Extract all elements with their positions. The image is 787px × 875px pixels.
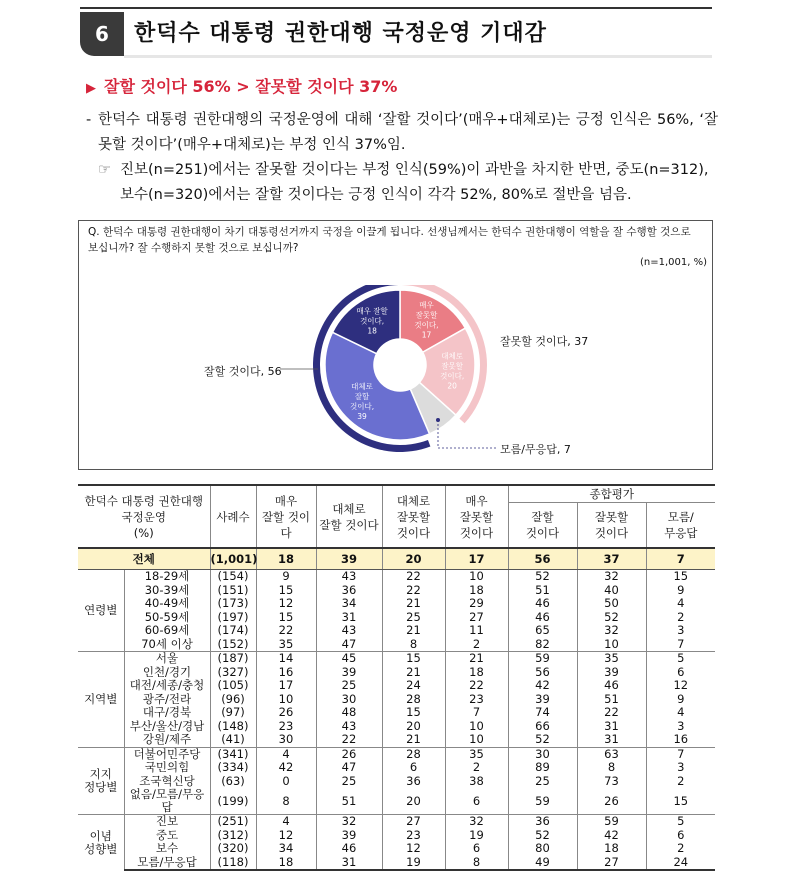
row-n: (199) <box>210 788 256 815</box>
cell-value: 66 <box>508 720 577 734</box>
cell-value: 73 <box>577 775 646 789</box>
group-label <box>78 570 124 652</box>
row-n: (152) <box>210 638 256 652</box>
table-row <box>78 638 715 652</box>
cell-value: 8 <box>577 761 646 775</box>
row-label: 대구/경북 <box>124 706 210 720</box>
group-label-line: 정당별 <box>84 779 118 794</box>
row-label: 전체 <box>78 548 210 570</box>
corner-header: 한덕수 대통령 권한대행 국정운영 (%) <box>78 485 210 548</box>
cell-value: 7 <box>445 706 508 720</box>
cell-value: 39 <box>316 666 382 680</box>
cell-value: 11 <box>445 624 508 638</box>
cell-value: 21 <box>445 652 508 666</box>
group-label-line: 성향별 <box>84 841 118 856</box>
label-bad-total: 잘못할 것이다, 37 <box>500 335 589 348</box>
cell-value: 18 <box>256 548 316 570</box>
table-row <box>78 597 715 611</box>
cell-value: 32 <box>316 815 382 829</box>
cell-value: 2 <box>445 761 508 775</box>
table-row <box>78 733 715 747</box>
group-label-line: 이념 <box>89 828 112 843</box>
cell-value: 9 <box>256 570 316 584</box>
cell-value: 22 <box>316 733 382 747</box>
cell-value: 22 <box>577 706 646 720</box>
cell-value: 15 <box>382 706 445 720</box>
cell-value: 31 <box>577 720 646 734</box>
label-dk: 모름/무응답, 7 <box>500 443 571 456</box>
cell-value: 5 <box>646 652 715 666</box>
cell-value: 26 <box>256 706 316 720</box>
cell-value: 43 <box>316 720 382 734</box>
cell-value: 10 <box>256 693 316 707</box>
table-row <box>78 775 715 789</box>
cell-value: 46 <box>508 611 577 625</box>
slice-label-very-bad: 매우 잘못할 것이다, 17 <box>414 300 439 340</box>
cell-value: 52 <box>508 733 577 747</box>
row-n: (148) <box>210 720 256 734</box>
cell-value: 7 <box>646 548 715 570</box>
summary-bullet-text: 한덕수 대통령 권한대행의 국정운영에 대해 ‘잘할 것이다’(매우+대체로)는 긍정 인식은 56%, ‘잘못할 것이다’(매우+대체로)는 부정 인식 37%임. <box>98 112 718 153</box>
header-rule <box>80 7 712 9</box>
cell-value: 9 <box>646 584 715 598</box>
cell-value: 21 <box>382 624 445 638</box>
row-label: 인천/경기 <box>124 666 210 680</box>
row-n: (174) <box>210 624 256 638</box>
cell-value: 3 <box>646 624 715 638</box>
col-fair-bad-header: 대체로 잘못할 것이다 <box>382 485 445 548</box>
cell-value: 23 <box>256 720 316 734</box>
cell-value: 16 <box>646 733 715 747</box>
cell-value: 14 <box>256 652 316 666</box>
cell-value: 24 <box>382 679 445 693</box>
n-header: 사례수 <box>210 485 256 548</box>
dash-marker: - <box>86 112 92 128</box>
cell-value: 15 <box>382 652 445 666</box>
row-label: 진보 <box>124 815 210 829</box>
cell-value: 52 <box>508 829 577 843</box>
cell-value: 63 <box>577 747 646 761</box>
cell-value: 20 <box>382 788 445 815</box>
cell-value: 16 <box>256 666 316 680</box>
table-row <box>78 679 715 693</box>
cell-value: 32 <box>577 624 646 638</box>
cell-value: 31 <box>316 611 382 625</box>
table-row <box>78 652 715 666</box>
cell-value: 19 <box>382 856 445 871</box>
row-n: (97) <box>210 706 256 720</box>
cell-value: 59 <box>577 815 646 829</box>
cell-value: 15 <box>646 570 715 584</box>
row-label: 대전/세종/충청 <box>124 679 210 693</box>
table-row <box>78 747 715 761</box>
cell-value: 39 <box>316 829 382 843</box>
key-finding <box>86 74 397 97</box>
sample-note: (n=1,001, %) <box>640 257 708 268</box>
cell-value: 4 <box>256 815 316 829</box>
cell-value: 6 <box>445 842 508 856</box>
row-label: 60-69세 <box>124 624 210 638</box>
cell-value: 42 <box>577 829 646 843</box>
cell-value: 56 <box>508 548 577 570</box>
cell-value: 3 <box>646 761 715 775</box>
cell-value: 38 <box>445 775 508 789</box>
cell-value: 24 <box>646 856 715 871</box>
row-label: 모름/무응답 <box>124 856 210 871</box>
cell-value: 30 <box>508 747 577 761</box>
table-row <box>78 584 715 598</box>
cell-value: 37 <box>577 548 646 570</box>
cell-value: 12 <box>382 842 445 856</box>
cell-value: 22 <box>256 624 316 638</box>
cell-value: 18 <box>256 856 316 871</box>
cell-value: 28 <box>382 747 445 761</box>
cell-value: 12 <box>256 829 316 843</box>
cell-value: 42 <box>508 679 577 693</box>
cell-value: 4 <box>256 747 316 761</box>
cell-value: 36 <box>508 815 577 829</box>
pointing-hand-icon: ☞ <box>98 162 111 178</box>
total-row <box>78 548 715 570</box>
cell-value: 56 <box>508 666 577 680</box>
group-label-line: 지역별 <box>84 691 118 706</box>
cell-value: 10 <box>577 638 646 652</box>
cell-value: 2 <box>445 638 508 652</box>
group-label <box>78 747 124 815</box>
crosstab-table <box>78 484 715 871</box>
cell-value: 2 <box>646 775 715 789</box>
detail-bullet <box>98 158 718 208</box>
row-n: (118) <box>210 856 256 871</box>
cell-value: 2 <box>646 842 715 856</box>
cell-value: 34 <box>256 842 316 856</box>
cell-value: 8 <box>382 638 445 652</box>
cell-value: 52 <box>508 570 577 584</box>
cell-value: 46 <box>577 679 646 693</box>
cell-value: 35 <box>256 638 316 652</box>
survey-question: Q. 한덕수 대통령 권한대행이 차기 대통령선거까지 국정을 이끌게 됩니다. 선생님께서는 한덕수 권한대행이 역할을 잘 수행할 것으로 보십니까? 잘 수행하지 못할 것으로 보십니까? <box>88 226 691 254</box>
cell-value: 59 <box>508 652 577 666</box>
cell-value: 6 <box>646 829 715 843</box>
cell-value: 6 <box>382 761 445 775</box>
row-label: 서울 <box>124 652 210 666</box>
row-label: 없음/모름/무응답 <box>124 788 210 815</box>
cell-value: 17 <box>256 679 316 693</box>
cell-value: 47 <box>316 638 382 652</box>
cell-value: 25 <box>316 775 382 789</box>
table-row <box>78 815 715 829</box>
table-row <box>78 829 715 843</box>
group-label-line: 연령별 <box>84 603 118 617</box>
cell-value: 8 <box>256 788 316 815</box>
table-row <box>78 788 715 815</box>
row-n: (197) <box>210 611 256 625</box>
cell-value: 51 <box>577 693 646 707</box>
cell-value: 51 <box>508 584 577 598</box>
sum-bad-header: 잘못할 것이다 <box>577 503 646 549</box>
cell-value: 25 <box>508 775 577 789</box>
cell-value: 15 <box>256 584 316 598</box>
cell-value: 4 <box>646 706 715 720</box>
triangle-right-icon: ▶ <box>86 81 96 96</box>
cell-value: 18 <box>577 842 646 856</box>
row-n: (187) <box>210 652 256 666</box>
cell-value: 49 <box>508 856 577 871</box>
cell-value: 25 <box>382 611 445 625</box>
row-n: (1,001) <box>210 548 256 570</box>
row-label: 더불어민주당 <box>124 747 210 761</box>
cell-value: 34 <box>316 597 382 611</box>
cell-value: 6 <box>646 666 715 680</box>
row-label: 30-39세 <box>124 584 210 598</box>
summary-header: 종합평가 <box>508 485 715 503</box>
cell-value: 7 <box>646 747 715 761</box>
row-n: (105) <box>210 679 256 693</box>
label-good-total: 잘할 것이다, 56 <box>204 365 282 378</box>
cell-value: 39 <box>577 666 646 680</box>
cell-value: 46 <box>508 597 577 611</box>
sum-good-header: 잘할 것이다 <box>508 503 577 549</box>
row-n: (154) <box>210 570 256 584</box>
cell-value: 21 <box>382 733 445 747</box>
cell-value: 9 <box>646 693 715 707</box>
table-row <box>78 693 715 707</box>
cell-value: 27 <box>577 856 646 871</box>
cell-value: 22 <box>382 570 445 584</box>
row-label: 40-49세 <box>124 597 210 611</box>
row-n: (312) <box>210 829 256 843</box>
cell-value: 43 <box>316 570 382 584</box>
slice-label-fair-good: 대체로 잘할 것이다, 39 <box>349 382 375 422</box>
cell-value: 22 <box>382 584 445 598</box>
cell-value: 52 <box>577 611 646 625</box>
table-row <box>78 666 715 680</box>
cell-value: 40 <box>577 584 646 598</box>
cell-value: 45 <box>316 652 382 666</box>
cell-value: 26 <box>577 788 646 815</box>
detail-bullet-text: 진보(n=251)에서는 잘못할 것이다는 부정 인식(59%)이 과반을 차지한 반면, 중도(n=312), 보수(n=320)에서는 잘할 것이다는 긍정 인식이 각각 52%, 80%로 절반을 넘음. <box>120 162 709 203</box>
col-very-good-header: 매우 잘할 것이다 <box>256 485 316 548</box>
cell-value: 15 <box>646 788 715 815</box>
row-label: 광주/전라 <box>124 693 210 707</box>
row-n: (334) <box>210 761 256 775</box>
slice-label-fair-bad: 대체로 잘못할 것이다, 20 <box>440 351 465 391</box>
cell-value: 10 <box>445 570 508 584</box>
cell-value: 35 <box>577 652 646 666</box>
cell-value: 21 <box>382 597 445 611</box>
cell-value: 59 <box>508 788 577 815</box>
row-n: (327) <box>210 666 256 680</box>
row-label: 중도 <box>124 829 210 843</box>
row-label: 국민의힘 <box>124 761 210 775</box>
cell-value: 36 <box>382 775 445 789</box>
cell-value: 2 <box>646 611 715 625</box>
cell-value: 89 <box>508 761 577 775</box>
group-label <box>78 815 124 871</box>
cell-value: 30 <box>256 733 316 747</box>
cell-value: 18 <box>445 584 508 598</box>
cell-value: 7 <box>646 638 715 652</box>
cell-value: 43 <box>316 624 382 638</box>
row-n: (341) <box>210 747 256 761</box>
row-n: (151) <box>210 584 256 598</box>
cell-value: 4 <box>646 597 715 611</box>
cell-value: 32 <box>445 815 508 829</box>
cell-value: 21 <box>382 666 445 680</box>
col-fair-good-header: 대체로 잘할 것이다 <box>316 485 382 548</box>
cell-value: 82 <box>508 638 577 652</box>
cell-value: 65 <box>508 624 577 638</box>
cell-value: 50 <box>577 597 646 611</box>
cell-value: 23 <box>382 829 445 843</box>
cell-value: 39 <box>316 548 382 570</box>
cell-value: 10 <box>445 733 508 747</box>
cell-value: 15 <box>256 611 316 625</box>
label-leaders <box>280 360 510 460</box>
cell-value: 46 <box>316 842 382 856</box>
cell-value: 26 <box>316 747 382 761</box>
row-n: (96) <box>210 693 256 707</box>
cell-value: 23 <box>445 693 508 707</box>
cell-value: 17 <box>445 548 508 570</box>
cell-value: 31 <box>577 733 646 747</box>
row-n: (251) <box>210 815 256 829</box>
col-very-bad-header: 매우 잘못할 것이다 <box>445 485 508 548</box>
table-row <box>78 570 715 584</box>
page-title: 한덕수 대통령 권한대행 국정운영 기대감 <box>134 21 547 46</box>
table-row <box>78 842 715 856</box>
row-label: 70세 이상 <box>124 638 210 652</box>
cell-value: 25 <box>316 679 382 693</box>
cell-value: 8 <box>445 856 508 871</box>
row-n: (63) <box>210 775 256 789</box>
row-label: 강원/제주 <box>124 733 210 747</box>
cell-value: 12 <box>646 679 715 693</box>
row-n: (173) <box>210 597 256 611</box>
cell-value: 36 <box>316 584 382 598</box>
cell-value: 20 <box>382 720 445 734</box>
table-row <box>78 761 715 775</box>
table-row <box>78 856 715 871</box>
cell-value: 18 <box>445 666 508 680</box>
cell-value: 5 <box>646 815 715 829</box>
cell-value: 10 <box>445 720 508 734</box>
cell-value: 30 <box>316 693 382 707</box>
cell-value: 42 <box>256 761 316 775</box>
cell-value: 28 <box>382 693 445 707</box>
table-row <box>78 720 715 734</box>
row-label: 18-29세 <box>124 570 210 584</box>
cell-value: 51 <box>316 788 382 815</box>
cell-value: 48 <box>316 706 382 720</box>
cell-value: 27 <box>445 611 508 625</box>
key-finding-text: 잘할 것이다 56% > 잘못할 것이다 37% <box>104 77 398 96</box>
cell-value: 39 <box>508 693 577 707</box>
cell-value: 19 <box>445 829 508 843</box>
cell-value: 29 <box>445 597 508 611</box>
slice-label-very-good: 매우 잘할 것이다, 18 <box>356 306 388 336</box>
row-label: 조국혁신당 <box>124 775 210 789</box>
cell-value: 3 <box>646 720 715 734</box>
cell-value: 35 <box>445 747 508 761</box>
cell-value: 47 <box>316 761 382 775</box>
cell-value: 31 <box>316 856 382 871</box>
cell-value: 20 <box>382 548 445 570</box>
sum-dk-header: 모름/ 무응답 <box>646 503 715 549</box>
summary-bullet <box>86 108 718 158</box>
section-number-badge: 6 <box>80 12 124 56</box>
group-label-line: 지지 <box>89 766 112 781</box>
row-label: 50-59세 <box>124 611 210 625</box>
group-label <box>78 652 124 748</box>
header-underline <box>124 55 712 58</box>
cell-value: 80 <box>508 842 577 856</box>
table-row <box>78 611 715 625</box>
row-label: 부산/울산/경남 <box>124 720 210 734</box>
cell-value: 12 <box>256 597 316 611</box>
table-row <box>78 706 715 720</box>
cell-value: 74 <box>508 706 577 720</box>
row-n: (41) <box>210 733 256 747</box>
cell-value: 27 <box>382 815 445 829</box>
cell-value: 32 <box>577 570 646 584</box>
row-n: (320) <box>210 842 256 856</box>
cell-value: 22 <box>445 679 508 693</box>
cell-value: 0 <box>256 775 316 789</box>
row-label: 보수 <box>124 842 210 856</box>
table-row <box>78 624 715 638</box>
cell-value: 6 <box>445 788 508 815</box>
